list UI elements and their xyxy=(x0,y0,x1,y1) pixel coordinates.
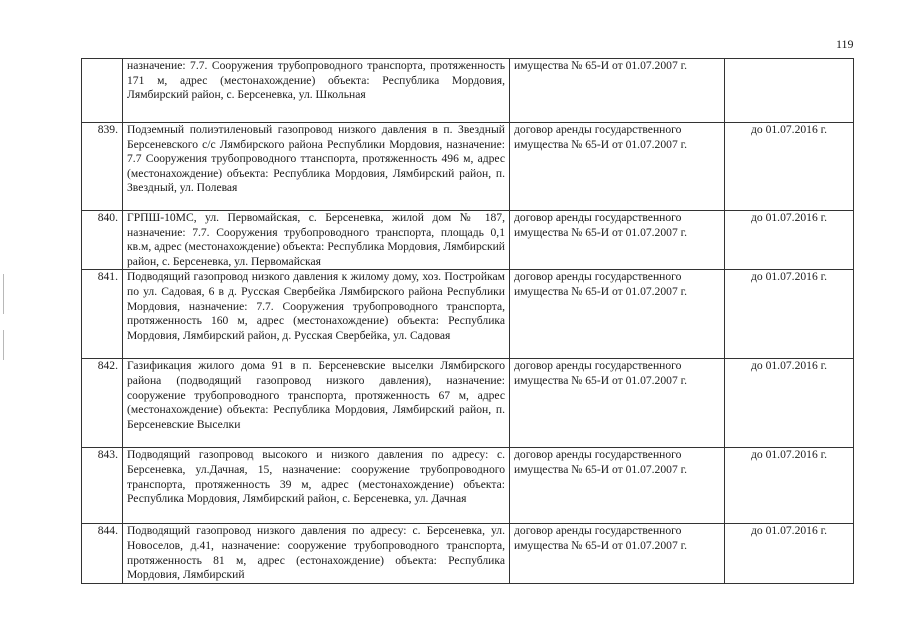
table-row xyxy=(82,59,854,123)
legal-basis xyxy=(510,359,725,448)
legal-basis xyxy=(510,270,725,359)
legal-basis-line: договор аренды государственного xyxy=(514,524,682,538)
table-row xyxy=(82,211,854,270)
legal-basis-line: договор аренды государственного xyxy=(514,448,682,462)
legal-basis-line: имущества № 65-И от 01.07.2007 г. xyxy=(514,538,687,552)
table-row xyxy=(82,123,854,211)
object-description: Подводящий газопровод низкого давления по адресу: с. Берсеневка, ул. Новоселов, д.41, назначение: сооружение трубопроводного транспорта, протяженность 81 м, адрес (естонахождение) объекта: Республика Мордовия, Лямбирский xyxy=(123,524,510,584)
table-row xyxy=(82,270,854,359)
page-number: 119 xyxy=(836,37,854,51)
object-description: назначение: 7.7. Сооружения трубопроводного транспорта, протяженность 171 м, адрес (местонахождение) объекта: Республика Мордовия, Лямбирский район, с. Берсеневка, ул. Школьная xyxy=(123,59,510,123)
row-number xyxy=(82,59,123,123)
object-description: Подземный полиэтиленовый газопровод низкого давления в п. Звездный Берсеневского с/с Лямбирского района Республики Мордовия, назначение: 7.7 Сооружения трубопроводного ттанспорта, протяженность 496 м, адрес (местонахождение) объекта: Республика Мордовия, Лямбирский район, п. Звездный, ул. Полевая xyxy=(123,123,510,211)
object-description: Подводящий газопровод высокого и низкого давления по адресу: с. Берсеневка, ул.Дачная, 15, назначение: сооружение трубопроводного транспорта, протяженность 39 м, адрес (местонахождение) объекта: Республика Мордовия, Лямбирский район, с. Берсеневка, ул. Дачная xyxy=(123,448,510,524)
row-number: 840. xyxy=(82,211,123,270)
legal-basis-line: имущества № 65-И от 01.07.2007 г. xyxy=(514,225,687,239)
legal-basis xyxy=(510,524,725,584)
property-registry-table xyxy=(81,58,854,584)
scan-edge-mark xyxy=(3,274,4,314)
scan-edge-mark xyxy=(3,330,4,360)
legal-basis-line: договор аренды государственного xyxy=(514,123,682,136)
legal-basis-line: имущества № 65-И от 01.07.2007 г. xyxy=(514,462,687,476)
lease-term: до 01.07.2016 г. xyxy=(725,123,854,211)
row-number: 844. xyxy=(82,524,123,584)
lease-term: до 01.07.2016 г. xyxy=(725,270,854,359)
table-row xyxy=(82,359,854,448)
legal-basis-line: договор аренды государственного xyxy=(514,211,682,224)
legal-basis-line: имущества № 65-И от 01.07.2007 г. xyxy=(514,373,687,387)
legal-basis-line: имущества № 65-И от 01.07.2007 г. xyxy=(514,59,687,72)
object-description: Газификация жилого дома 91 в п. Берсеневские выселки Лямбирского района (подводящий газопровод низкого давления), назначение: сооружение трубопроводного транспорта, протяженность 67 м, адрес (местонахождение) объекта: Республика Мордовия, Лямбирский район, п. Берсеневские Выселки xyxy=(123,359,510,448)
legal-basis xyxy=(510,123,725,211)
row-number: 839. xyxy=(82,123,123,211)
legal-basis xyxy=(510,59,725,123)
legal-basis-line: имущества № 65-И от 01.07.2007 г. xyxy=(514,137,687,151)
lease-term xyxy=(725,59,854,123)
lease-term: до 01.07.2016 г. xyxy=(725,359,854,448)
lease-term: до 01.07.2016 г. xyxy=(725,448,854,524)
row-number: 841. xyxy=(82,270,123,359)
table-row xyxy=(82,524,854,584)
table-row xyxy=(82,448,854,524)
row-number: 842. xyxy=(82,359,123,448)
object-description: Подводящий газопровод низкого давления к жилому дому, хоз. Постройкам по ул. Садовая, 6 в д. Русская Свербейка Лямбирского района Республики Мордовия, назначение: 7.7. Сооружения трубопроводного транспорта, протяженность 160 м, адрес (местонахождение) объекта: Республика Мордовия, Лямбирский район, д. Русская Свербейка, ул. Садовая xyxy=(123,270,510,359)
object-description: ГРПШ-10МС, ул. Первомайская, с. Берсеневка, жилой дом № 187, назначение: 7.7. Сооружения трубопроводного транспорта, площадь 0,1 кв.м, адрес (местонахождение) объекта: Республика Мордовия, Лямбирский район, с. Берсеневка, ул. Первомайская xyxy=(123,211,510,270)
row-number: 843. xyxy=(82,448,123,524)
legal-basis xyxy=(510,448,725,524)
legal-basis-line: договор аренды государственного xyxy=(514,270,682,284)
legal-basis-line: договор аренды государственного xyxy=(514,359,682,373)
legal-basis-line: имущества № 65-И от 01.07.2007 г. xyxy=(514,284,687,298)
legal-basis xyxy=(510,211,725,270)
lease-term: до 01.07.2016 г. xyxy=(725,211,854,270)
lease-term: до 01.07.2016 г. xyxy=(725,524,854,584)
